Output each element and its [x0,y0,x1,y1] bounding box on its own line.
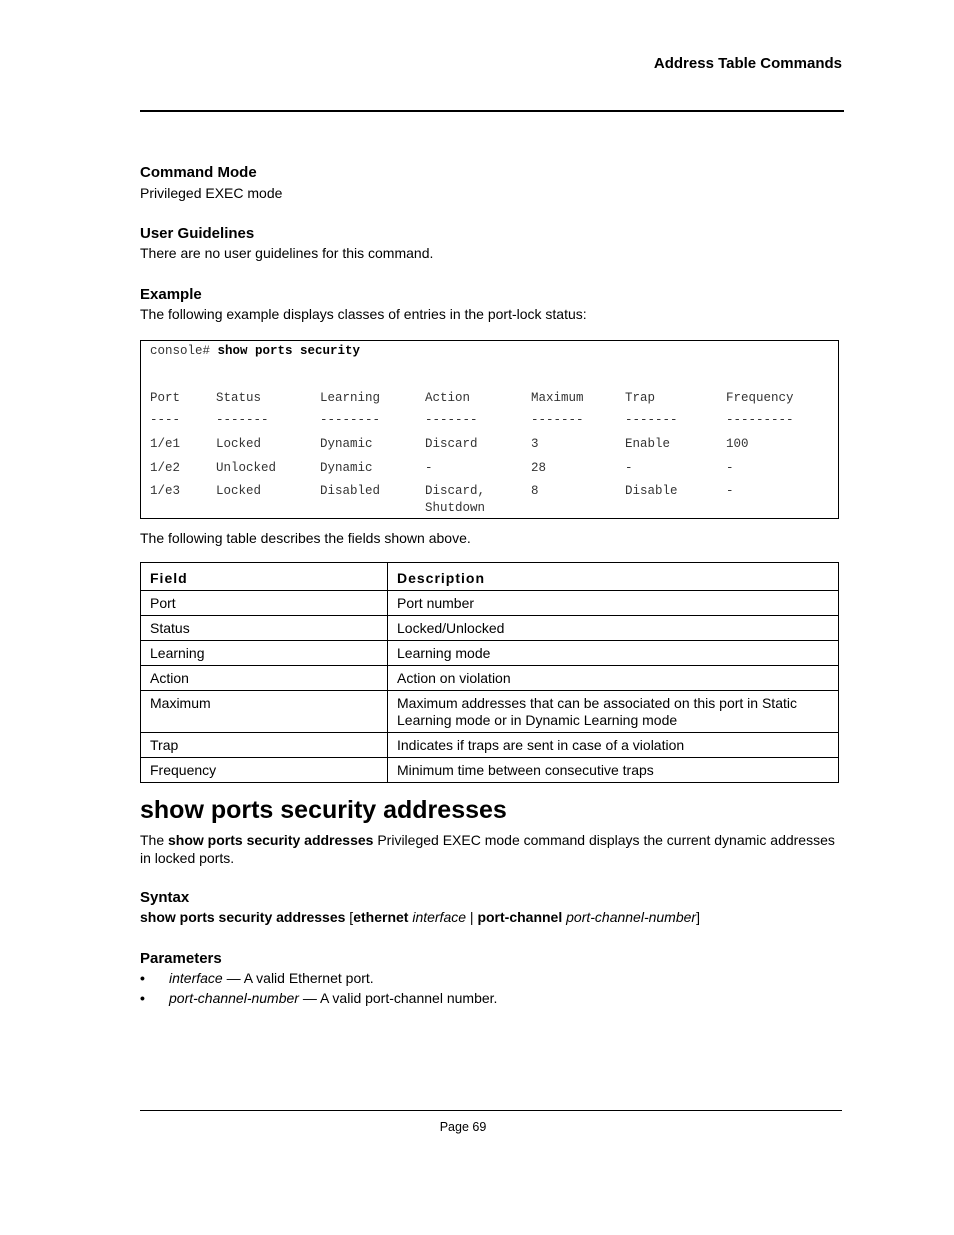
section-title: show ports security addresses [140,796,507,824]
code-dashes: ---- [150,413,181,427]
example-heading: Example [140,286,202,303]
code-cell: Unlocked [216,461,277,475]
code-col-header: Frequency [726,391,794,405]
footer-rule [140,1110,842,1111]
code-cell: Dynamic [320,437,373,451]
table-header-description: Description [388,563,839,591]
code-cell: - [425,461,433,475]
code-cell: 3 [531,437,539,451]
desc-post: Privileged EXEC mode command displays the current dynamic addresses in locked ports. [140,832,835,866]
code-cell: - [726,484,734,498]
example-intro: The following example displays classes of entries in the port-lock status: [140,306,587,322]
code-cell: Dynamic [320,461,373,475]
code-col-header: Action [425,391,471,405]
table-row [141,641,839,666]
table-cell-field: Action [141,666,388,691]
code-col-header: Maximum [531,391,584,405]
section-description [140,831,840,867]
code-command: show ports security [217,344,361,358]
code-dashes: ------- [531,413,584,427]
syntax-kw-ethernet: ethernet [353,909,409,925]
table-cell-description: Locked/Unlocked [388,616,839,641]
syntax-arg-interface: interface [408,909,467,925]
code-command-line [150,344,360,358]
table-cell-field: Port [141,591,388,616]
parameters-heading: Parameters [140,950,222,967]
code-cell: - [726,461,734,475]
table-row [141,691,839,733]
code-cell: - [625,461,633,475]
parameter-name: interface [169,970,223,986]
code-dashes: ------- [425,413,478,427]
desc-pre: The [140,832,169,848]
code-cell: Enable [625,437,671,451]
table-cell-description: Action on violation [388,666,839,691]
command-mode-heading: Command Mode [140,164,257,181]
table-row [141,666,839,691]
syntax-kw-port-channel: port-channel [477,909,563,925]
table-header-row [141,563,839,591]
page-number: Page 69 [439,1120,487,1134]
syntax-close: ] [696,909,700,925]
user-guidelines-section [140,225,840,262]
code-cell: 8 [531,484,539,498]
table-cell-description: Learning mode [388,641,839,666]
fields-table-intro: The following table describes the fields shown above. [140,530,471,546]
example-section [140,286,840,323]
table-cell-field: Status [141,616,388,641]
code-cell: 1/e1 [150,437,181,451]
code-dashes: ------- [625,413,678,427]
table-header-field: Field [141,563,388,591]
code-cell: Locked [216,484,262,498]
code-cell: 28 [531,461,547,475]
code-col-header: Learning [320,391,381,405]
code-cell: 100 [726,437,749,451]
code-dashes: --------- [726,413,794,427]
table-row [141,616,839,641]
syntax-open: [ [345,909,354,925]
code-example-box [140,340,839,519]
fields-table [140,562,839,783]
syntax-section [140,889,840,926]
table-cell-description: Minimum time between consecutive traps [388,758,839,783]
parameter-name: port-channel-number [169,990,299,1006]
command-mode-text: Privileged EXEC mode [140,185,283,201]
code-cell: Disabled [320,484,381,498]
user-guidelines-text: There are no user guidelines for this command. [140,245,434,261]
table-row [141,758,839,783]
user-guidelines-heading: User Guidelines [140,225,255,242]
running-header: Address Table Commands [653,55,842,72]
command-mode-section [140,164,840,202]
parameter-desc: — A valid Ethernet port. [222,970,374,986]
code-col-header: Port [150,391,181,405]
code-cell: 1/e2 [150,461,181,475]
code-cell: Discard, [425,484,486,498]
parameter-desc: — A valid port-channel number. [298,990,498,1006]
code-cell: 1/e3 [150,484,181,498]
bullet-glyph: • [140,990,145,1006]
table-cell-field: Maximum [141,691,388,733]
code-cell: Discard [425,437,478,451]
table-row [141,591,839,616]
code-cell: Locked [216,437,262,451]
code-prompt: console# [150,344,211,358]
syntax-heading: Syntax [140,889,190,906]
syntax-sep: | [466,909,478,925]
syntax-line [140,908,840,926]
code-col-header: Status [216,391,262,405]
table-cell-description: Indicates if traps are sent in case of a violation [388,733,839,758]
bullet-glyph: • [140,970,145,986]
table-cell-description: Maximum addresses that can be associated on this port in Static Learning mode or in Dynamic Learning mode [388,691,839,733]
code-cell: Disable [625,484,678,498]
code-dashes: ------- [216,413,269,427]
table-cell-field: Frequency [141,758,388,783]
code-dashes: -------- [320,413,381,427]
table-cell-field: Learning [141,641,388,666]
header-rule [140,110,844,112]
table-row [141,733,839,758]
table-cell-field: Trap [141,733,388,758]
table-cell-description: Port number [388,591,839,616]
code-cell-continuation: Shutdown [425,501,486,515]
syntax-cmd: show ports security addresses [140,909,346,925]
code-col-header: Trap [625,391,656,405]
syntax-arg-port-channel-number: port-channel-number [562,909,697,925]
desc-command: show ports security addresses [168,832,374,848]
